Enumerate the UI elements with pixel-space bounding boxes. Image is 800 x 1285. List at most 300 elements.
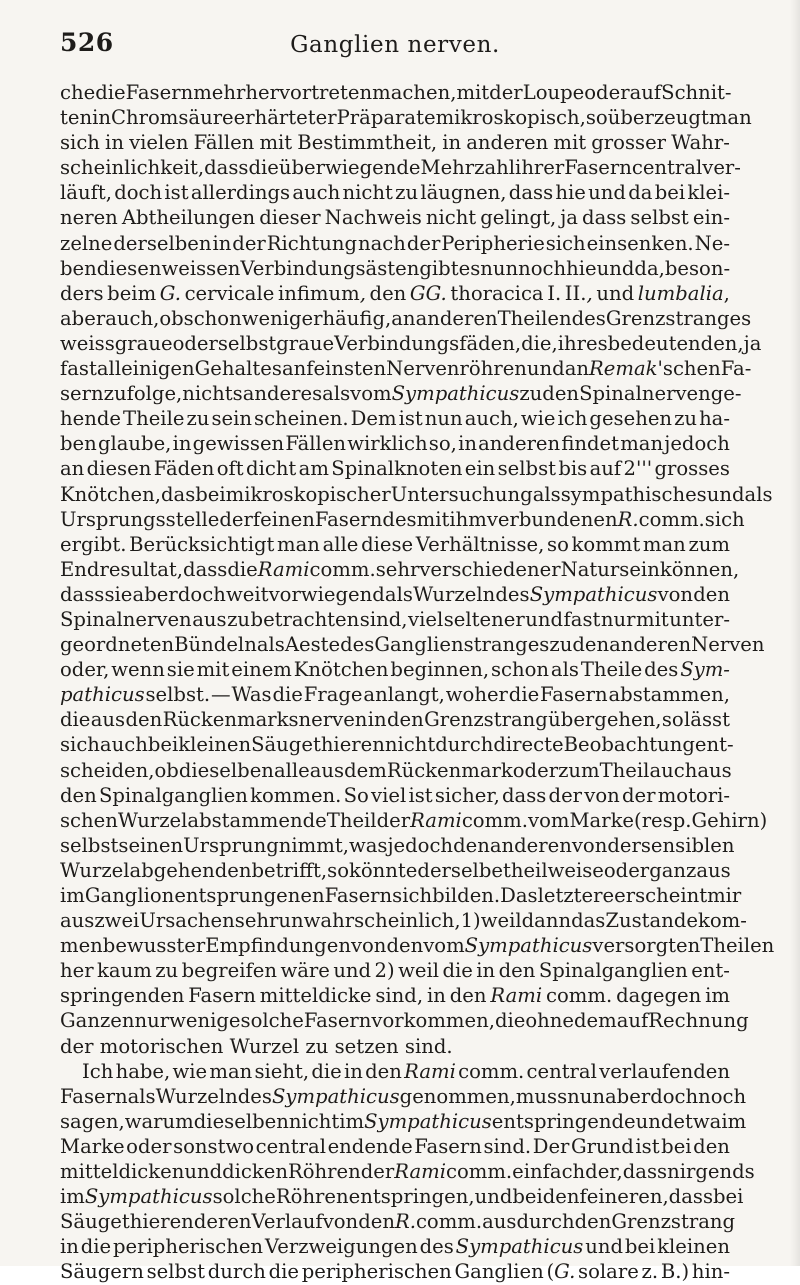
word: bei [195,482,226,506]
word: sie [104,582,133,606]
word: graue [276,331,335,355]
word: Grund [571,1134,634,1158]
word: comm. [546,984,613,1008]
word: solare [578,1260,639,1284]
word: selbst [630,206,689,230]
word: dass [204,156,249,180]
word: Schnit- [661,81,732,104]
word: Rückenmarksnerven [162,708,368,732]
word: springenden [60,984,185,1008]
text-line [60,1184,744,1209]
word: sonstwo [173,1134,255,1158]
word: diesen [96,256,162,280]
word: solche [212,1185,276,1209]
word: Remak'schen [589,357,721,381]
word: so [661,708,684,732]
word: bei [661,1134,692,1158]
word: ja [560,206,578,230]
word: man [277,532,320,556]
word: dass [502,783,547,807]
word: Säugethieren [251,733,385,757]
word: seltener [443,607,525,631]
word: in [344,1059,363,1083]
word: jedoch [664,432,730,456]
word: hende [60,407,121,431]
word: sich [704,507,745,531]
word: theilweise [502,858,604,882]
word: dass [668,1185,714,1209]
word: in [92,106,111,130]
word: und [635,1109,674,1133]
text-line [60,732,734,757]
text-line [60,105,752,130]
word: Röhren [275,1185,349,1209]
word: was [348,833,388,857]
word: anlangt, [363,683,445,707]
word: Dem [350,407,397,431]
word: beim [107,281,157,305]
word: bilden. [432,884,501,907]
word: des [571,306,606,330]
word: feinen [252,507,315,531]
text-line [60,632,765,657]
word: anderen [609,633,692,657]
word: Marke [569,808,635,832]
word: Säugern [60,1260,144,1284]
word: an [391,306,416,330]
word: Wurzel [60,858,130,882]
running-head [60,28,730,64]
text-line [60,482,773,507]
word: sympathisches [560,482,707,506]
word: in [458,432,477,456]
word: mikroskopisch, [435,106,586,130]
word: warum [124,1109,194,1133]
word: sensiblen [640,833,735,857]
word: vom [350,382,392,406]
word: her [60,959,94,983]
word: den [453,833,490,857]
word: B.) [660,1260,690,1284]
word: ob [154,758,179,782]
word: ist [408,783,433,807]
word: Ich [82,1059,114,1083]
word: Sympathicus [529,582,658,606]
word: so, [428,432,457,456]
word: mit [553,131,587,155]
word: von [584,783,620,807]
word: kommt [571,532,641,556]
word: peripherischen [301,1260,452,1284]
word: Zustandekom- [605,909,747,933]
word: weniger [241,306,323,330]
word: nun [480,256,519,280]
word: von [322,1210,359,1234]
word: Verbindungsfäden, [334,331,522,355]
word: von [350,934,387,958]
word: Natur [560,557,620,581]
word: bei [624,1235,656,1259]
page-edge-shadow [790,0,800,1266]
word: Sympathicus [464,934,593,958]
word: der [376,808,411,832]
word: sind, [375,984,424,1008]
word: überwiegende [278,156,421,180]
text-line [60,983,730,1008]
word: Wahr- [671,131,730,155]
word: diesen [86,457,152,481]
word: man [642,532,686,556]
word: den [125,708,163,732]
word: fast [563,607,601,631]
word: 2) [374,959,395,983]
word: durch [435,733,494,757]
word: ganz [649,858,697,882]
word: man [209,1059,253,1083]
word: Bestimmtheit, [297,131,438,155]
word: und [526,357,565,381]
text-line [60,883,742,908]
word: habe, [115,1059,171,1083]
word: diese [361,532,414,556]
word: dieselben [193,1109,289,1133]
word: als [744,482,773,506]
word: vom [423,934,465,958]
word: gibt [419,256,459,280]
word: Rami [410,808,462,832]
word: Theil [326,808,377,832]
word: oft [216,457,244,481]
word: Nervenröhren [386,357,527,381]
word: oder, [60,658,110,682]
word: den [365,1059,402,1083]
word: und [596,256,635,280]
word: Bündeln [174,633,257,657]
word: thoracica [450,281,544,305]
word: bis [558,457,588,481]
word: den [574,1210,612,1234]
word: der [60,1034,94,1058]
word: ben [60,256,97,280]
word: könnte [349,858,418,882]
word: Theilen [700,934,775,958]
word: Das [500,884,538,907]
word: Sympathicus [455,1235,584,1259]
text-line [60,833,735,858]
word: sein [211,407,252,431]
word: doch [114,181,163,205]
word: R. [617,507,639,531]
word: Spinalganglien [98,783,248,807]
text-line [60,582,730,607]
text-line [60,431,730,456]
word: allerdings [190,181,291,205]
word: Sympathicus [391,382,520,406]
text-line [60,1159,755,1184]
word: bei [654,181,686,205]
word: können, [659,557,740,581]
word: den [693,1134,730,1158]
word: ge- [710,382,742,406]
text-line [60,1109,747,1134]
word: den [386,934,424,958]
word: weit [225,582,269,606]
word: den [387,708,424,732]
word: dagegen [616,984,702,1008]
word: dem [344,758,387,782]
word: als [550,658,579,682]
word: bewusster [102,934,206,958]
word: ten [60,106,93,130]
text-line [60,80,730,105]
word: der [621,783,656,807]
word: der, [585,1160,623,1184]
word: central [526,1059,597,1083]
word: Empfindungen [205,934,351,958]
word: noch [518,256,567,280]
word: den [358,1210,395,1234]
word: zu [674,407,698,431]
word: sind. [404,1034,453,1058]
word: die [248,156,279,180]
word: Beobachtung [563,733,695,757]
word: Nachweis [324,206,422,230]
word: den [60,783,97,807]
word: als [256,633,285,657]
word: in [442,131,462,155]
word: Spinalnerven [60,607,192,631]
word: glaube, [97,432,172,456]
word: nur [600,607,636,631]
text-line [60,306,752,331]
word: sind. [483,1134,532,1158]
word: viel [408,607,444,631]
word: des [340,633,375,657]
word: mit [456,81,490,104]
word: ist [398,407,423,431]
word: zufolge, [103,382,183,406]
word: nicht [425,206,477,230]
word: sich [392,884,433,907]
word: als [127,1084,156,1108]
word: Sym- [680,658,730,682]
word: lässt [684,708,730,732]
word: im [705,984,730,1008]
word: kleinen [178,733,252,757]
word: selbst [217,331,277,355]
text-line [60,958,730,983]
word: begreifen [181,959,278,983]
word: ein [464,457,496,481]
word: genommen, [399,1084,516,1108]
word: ihres [557,331,608,355]
text-line [60,356,752,381]
word: Rechnung [648,1009,749,1033]
word: Nerven [691,633,765,657]
word: mehr [193,81,246,104]
word: ben [60,432,97,456]
word: dass [508,181,554,205]
text-line [60,783,730,808]
word: man [708,106,752,130]
word: den [369,281,407,305]
text-line [60,256,730,281]
word: R. [394,1210,416,1234]
word: Sympathicus [271,1084,400,1108]
word: derselbe [417,858,503,882]
text-line [60,1084,747,1109]
word: cervicale [184,281,275,305]
text-line [60,808,768,833]
text-line [60,607,730,632]
word: (resp. [634,808,692,832]
word: grosses [654,457,730,481]
word: setzen [334,1034,399,1058]
word: da [628,181,653,205]
word: nicht [342,181,393,205]
word: wenige [169,1009,241,1033]
word: Fa- [720,357,752,381]
word: sind, [359,607,408,631]
word: jedoch [387,833,454,857]
text-line [60,557,740,582]
word: comm. [638,507,705,531]
word: selbst. [145,683,211,707]
word: doch [177,582,226,606]
word: endende [327,1134,413,1158]
word: schen [60,808,118,832]
word: beson- [664,256,731,280]
word: infimum, [277,281,366,305]
word: einsenken. [586,231,694,255]
word: anderen [466,131,549,155]
word: an [564,357,590,381]
word: sehr [375,557,420,581]
word: es [458,256,481,280]
word: sich [60,131,100,155]
word: unwahrscheinlich, [278,909,461,933]
word: nun [567,1084,605,1108]
word: überzeugt [607,106,709,130]
word: zelne [60,231,113,255]
word: der [489,81,523,104]
word: Was [231,683,272,707]
text-line [60,858,730,883]
word: einem [231,658,292,682]
word: Grenzstrang [611,1210,736,1234]
word: so [327,858,350,882]
word: entspringen, [348,1185,475,1209]
word: zu [395,181,419,205]
word: aus [696,858,731,882]
word: zu [155,959,179,983]
word: nur [134,1009,170,1033]
word: zum [688,532,730,556]
word: comm. [458,1059,525,1083]
text-line [60,657,730,682]
word: ha- [699,407,730,431]
word: Theil [599,758,650,782]
word: von [657,582,694,606]
word: auch, [105,306,160,330]
word: in [367,708,387,732]
word: den [572,633,610,657]
word: zu [186,407,210,431]
running-title: Ganglien nerven. [290,32,500,58]
word: deren [193,1210,252,1234]
word: Säugethieren [60,1210,194,1234]
word: aus [90,708,126,732]
word: central [631,156,703,180]
word: als [322,382,351,406]
word: bei [512,1185,543,1209]
word: als [384,582,413,606]
word: selbst [146,1260,205,1284]
word: Gehirn) [691,808,768,832]
word: sagen, [60,1109,125,1133]
word: Theilen [497,306,572,330]
word: Verlauf [251,1210,323,1234]
text-line [60,1259,730,1284]
word: Fasern [125,81,194,104]
word: läugnen, [420,181,507,205]
word: Der [532,1134,570,1158]
word: dieser [259,206,321,230]
word: ergibt. [60,532,127,556]
word: die [494,1009,526,1033]
word: Wurzeln [413,582,496,606]
word: Knötchen, [60,482,161,506]
word: erscheint [614,884,708,907]
word: Grenzstranges [605,306,752,330]
word: Rückenmark [386,758,513,782]
word: in [476,959,496,983]
word: mit [259,131,293,155]
word: obschon [159,306,242,330]
word: noch [698,1084,747,1108]
word: mitteldicken [60,1160,185,1184]
text-line [60,205,730,230]
word: entspringende [491,1109,636,1133]
word: Präparate [336,106,436,130]
text-line [60,682,730,707]
word: die [80,1235,112,1259]
word: an [281,357,307,381]
word: da, [634,256,665,280]
word: durch [516,1210,575,1234]
word: hervortreten [245,81,373,104]
body-text [60,80,775,1285]
word: Fasern [60,1084,128,1108]
word: wäre [280,959,330,983]
word: kommen. [250,783,342,807]
word: Wurzeln [155,1084,238,1108]
word: solche [240,1009,304,1033]
word: ver- [702,156,741,180]
word: weil [480,909,522,933]
word: Wurzel [229,1034,300,1058]
word: bei [147,733,179,757]
word: die [311,1059,342,1083]
word: des [644,658,679,682]
word: sich [545,231,586,255]
word: aber [605,1084,651,1108]
word: anderes [242,382,323,406]
word: das [571,909,606,933]
word: Fasern [540,683,608,707]
word: mir [707,884,742,907]
word: durch [207,1260,266,1284]
